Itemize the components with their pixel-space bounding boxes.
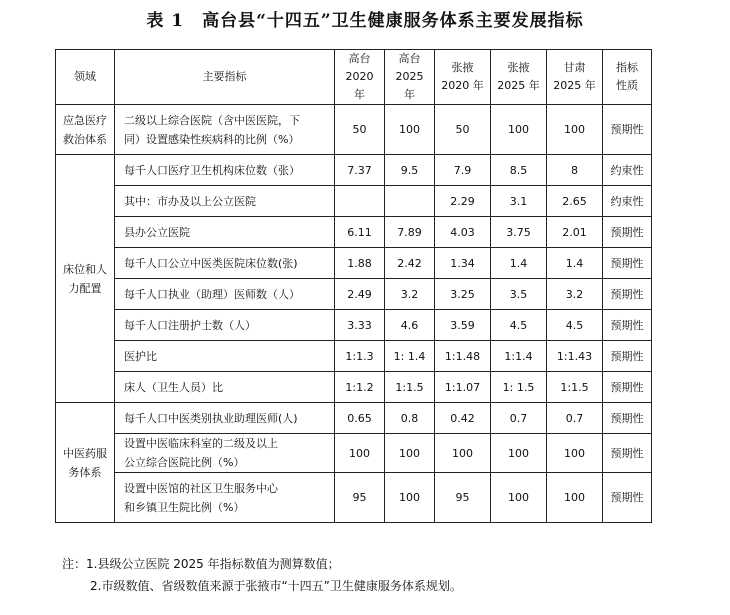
header-indicator: 主要指标 — [115, 50, 335, 105]
indicator-cell: 每千人口中医类别执业助理医师(人) — [115, 403, 335, 434]
value-cell: 50 — [335, 105, 385, 155]
value-cell: 1.4 — [547, 248, 603, 279]
table-row — [56, 403, 652, 434]
value-cell: 7.9 — [435, 155, 491, 186]
value-cell: 9.5 — [385, 155, 435, 186]
value-cell: 6.11 — [335, 217, 385, 248]
value-cell: 1:1.5 — [547, 372, 603, 403]
value-cell: 1:1.48 — [435, 341, 491, 372]
value-cell: 8 — [547, 155, 603, 186]
nature-cell: 预期性 — [603, 341, 652, 372]
domain-cell: 应急医疗 救治体系 — [56, 105, 115, 155]
value-cell: 3.2 — [385, 279, 435, 310]
value-cell: 100 — [547, 473, 603, 523]
header-col: 张掖 2025 年 — [491, 50, 547, 105]
value-cell: 95 — [435, 473, 491, 523]
table-row — [56, 155, 652, 186]
value-cell: 100 — [435, 434, 491, 473]
nature-cell: 预期性 — [603, 248, 652, 279]
value-cell: 3.75 — [491, 217, 547, 248]
value-cell: 100 — [491, 105, 547, 155]
value-cell: 2.29 — [435, 186, 491, 217]
value-cell: 1:1.3 — [335, 341, 385, 372]
nature-cell: 预期性 — [603, 473, 652, 523]
header-col: 甘肃 2025 年 — [547, 50, 603, 105]
value-cell: 1:1.43 — [547, 341, 603, 372]
table-row — [56, 279, 652, 310]
value-cell: 4.5 — [547, 310, 603, 341]
value-cell: 4.03 — [435, 217, 491, 248]
value-cell: 1:1.2 — [335, 372, 385, 403]
value-cell: 0.7 — [491, 403, 547, 434]
header-col: 张掖 2020 年 — [435, 50, 491, 105]
nature-cell: 预期性 — [603, 279, 652, 310]
indicator-cell: 其中：市办及以上公立医院 — [115, 186, 335, 217]
domain-cell: 床位和人 力配置 — [56, 155, 115, 403]
table-row — [56, 186, 652, 217]
value-cell: 0.42 — [435, 403, 491, 434]
value-cell: 1.4 — [491, 248, 547, 279]
note-2: 2.市级数值、省级数值来源于张掖市“十四五”卫生健康服务体系规划。 — [90, 579, 462, 593]
header-col: 高台 2020 年 — [335, 50, 385, 105]
value-cell: 100 — [335, 434, 385, 473]
value-cell: 4.6 — [385, 310, 435, 341]
indicator-cell: 每千人口注册护士数（人） — [115, 310, 335, 341]
value-cell: 100 — [385, 105, 435, 155]
nature-cell: 预期性 — [603, 403, 652, 434]
nature-cell: 预期性 — [603, 434, 652, 473]
value-cell: 0.65 — [335, 403, 385, 434]
indicator-cell: 每千人口公立中医类医院床位数(张) — [115, 248, 335, 279]
header-col: 高台 2025 年 — [385, 50, 435, 105]
value-cell: 50 — [435, 105, 491, 155]
value-cell: 100 — [385, 434, 435, 473]
value-cell: 3.2 — [547, 279, 603, 310]
indicator-table — [55, 49, 652, 523]
nature-cell: 约束性 — [603, 155, 652, 186]
note-1: 注：1.县级公立医院 2025 年指标数值为测算数值； — [62, 557, 340, 571]
value-cell: 8.5 — [491, 155, 547, 186]
table-row — [56, 372, 652, 403]
value-cell: 1.88 — [335, 248, 385, 279]
value-cell: 3.25 — [435, 279, 491, 310]
nature-cell: 预期性 — [603, 372, 652, 403]
nature-cell: 预期性 — [603, 217, 652, 248]
value-cell: 1:1.07 — [435, 372, 491, 403]
value-cell: 2.42 — [385, 248, 435, 279]
value-cell — [335, 186, 385, 217]
header-row — [56, 50, 652, 105]
notes — [62, 553, 462, 597]
header-domain: 领域 — [56, 50, 115, 105]
value-cell: 1:1.4 — [491, 341, 547, 372]
value-cell: 7.89 — [385, 217, 435, 248]
table-row — [56, 248, 652, 279]
nature-cell: 约束性 — [603, 186, 652, 217]
value-cell: 0.7 — [547, 403, 603, 434]
indicator-cell: 县办公立医院 — [115, 217, 335, 248]
nature-cell: 预期性 — [603, 310, 652, 341]
value-cell: 3.1 — [491, 186, 547, 217]
value-cell: 4.5 — [491, 310, 547, 341]
indicator-cell: 床人（卫生人员）比 — [115, 372, 335, 403]
value-cell: 2.49 — [335, 279, 385, 310]
value-cell: 100 — [547, 434, 603, 473]
table-row — [56, 434, 652, 473]
value-cell: 2.65 — [547, 186, 603, 217]
value-cell: 100 — [385, 473, 435, 523]
value-cell: 1: 1.5 — [491, 372, 547, 403]
table-row — [56, 217, 652, 248]
value-cell — [385, 186, 435, 217]
indicator-cell: 设置中医临床科室的二级及以上 公立综合医院比例（%） — [115, 434, 335, 473]
value-cell: 3.59 — [435, 310, 491, 341]
table-row — [56, 105, 652, 155]
value-cell: 2.01 — [547, 217, 603, 248]
header-nature: 指标 性质 — [603, 50, 652, 105]
value-cell: 100 — [547, 105, 603, 155]
indicator-cell: 每千人口医疗卫生机构床位数（张） — [115, 155, 335, 186]
value-cell: 1:1.5 — [385, 372, 435, 403]
value-cell: 7.37 — [335, 155, 385, 186]
value-cell: 100 — [491, 473, 547, 523]
table-row — [56, 473, 652, 523]
value-cell: 3.33 — [335, 310, 385, 341]
value-cell: 1.34 — [435, 248, 491, 279]
indicator-cell: 每千人口执业（助理）医师数（人） — [115, 279, 335, 310]
domain-cell: 中医药服 务体系 — [56, 403, 115, 523]
indicator-cell: 医护比 — [115, 341, 335, 372]
value-cell: 1: 1.4 — [385, 341, 435, 372]
table-title: 表 1 高台县“十四五”卫生健康服务体系主要发展指标 — [146, 11, 584, 31]
value-cell: 95 — [335, 473, 385, 523]
value-cell: 3.5 — [491, 279, 547, 310]
value-cell: 0.8 — [385, 403, 435, 434]
nature-cell: 预期性 — [603, 105, 652, 155]
indicator-cell: 二级以上综合医院（含中医医院，下 同）设置感染性疾病科的比例（%） — [115, 105, 335, 155]
table-row — [56, 341, 652, 372]
indicator-cell: 设置中医馆的社区卫生服务中心 和乡镇卫生院比例（%） — [115, 473, 335, 523]
table-body — [56, 50, 652, 523]
table-row — [56, 310, 652, 341]
value-cell: 100 — [491, 434, 547, 473]
